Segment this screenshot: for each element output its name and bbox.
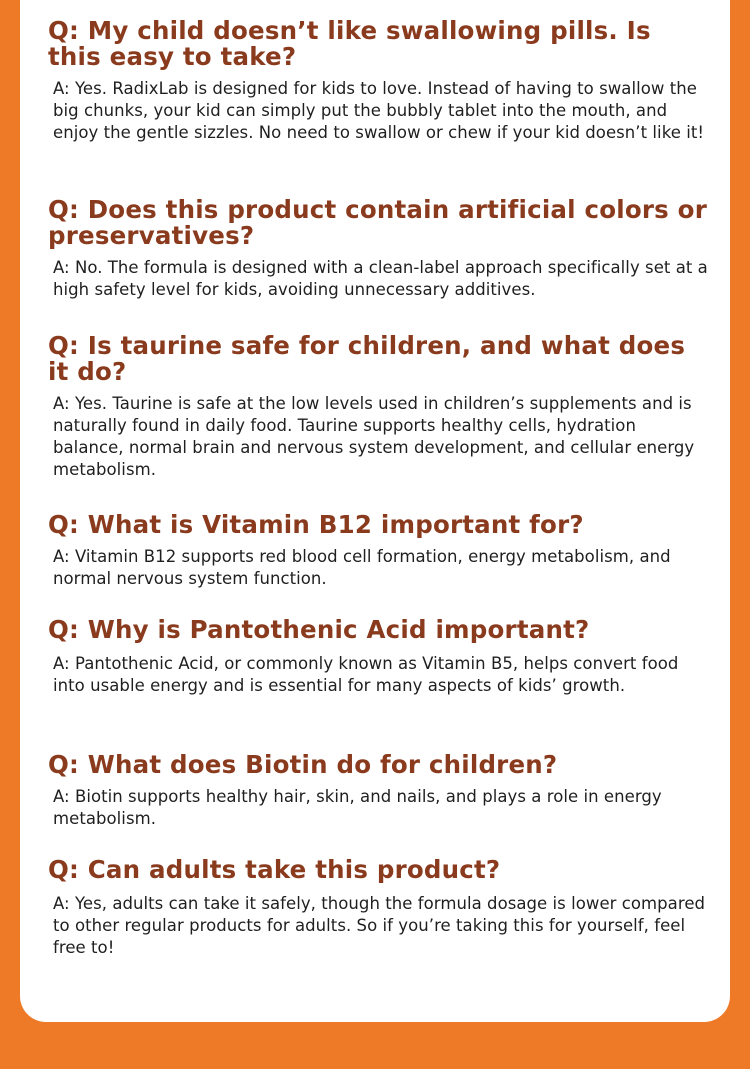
faq-answer: A: Yes. RadixLab is designed for kids to love. Instead of having to swallow the big chunks, your kid can simply put the bubbly tablet into the mouth, and enjoy the gentle sizzles. No need to swallow or chew if your kid doesn’t like it! [53,79,705,142]
faq-question: Q: Is taurine safe for children, and what does it do? [48,331,686,386]
faq-question: Q: Why is Pantothenic Acid important? [48,615,590,644]
faq-answer: A: Vitamin B12 supports red blood cell formation, energy metabolism, and normal nervous system function. [53,547,671,588]
faq-card [20,0,730,1022]
faq-question: Q: Can adults take this product? [48,855,501,884]
faq-item-biotin [48,752,708,830]
faq-question: Q: What is Vitamin B12 important for? [48,510,584,539]
faq-answer: A: Yes, adults can take it safely, though the formula dosage is lower compared to other regular products for adults. So if you’re taking this for yourself, feel free to! [53,894,706,957]
faq-item-artificial-colors [48,197,708,301]
faq-item-vitamin-b12 [48,512,708,590]
faq-question: Q: My child doesn’t like swallowing pills. Is this easy to take? [48,16,651,71]
faq-answer: A: Yes. Taurine is safe at the low levels used in children’s supplements and is naturally found in daily food. Taurine supports healthy cells, hydration balance, normal brain and nervous system development, and cellular energy metabolism. [53,394,695,479]
faq-question: Q: Does this product contain artificial colors or preservatives? [48,195,707,250]
faq-item-easy-to-take [48,18,708,144]
faq-question: Q: What does Biotin do for children? [48,750,558,779]
faq-item-adults [48,857,708,959]
faq-answer: A: Pantothenic Acid, or commonly known as Vitamin B5, helps convert food into usable energy and is essential for many aspects of kids’ growth. [53,654,679,695]
faq-item-taurine [48,333,708,481]
faq-answer: A: No. The formula is designed with a clean-label approach specifically set at a high safety level for kids, avoiding unnecessary additives. [53,258,708,299]
faq-answer: A: Biotin supports healthy hair, skin, and nails, and plays a role in energy metabolism. [53,787,662,828]
faq-item-pantothenic-acid [48,617,708,697]
